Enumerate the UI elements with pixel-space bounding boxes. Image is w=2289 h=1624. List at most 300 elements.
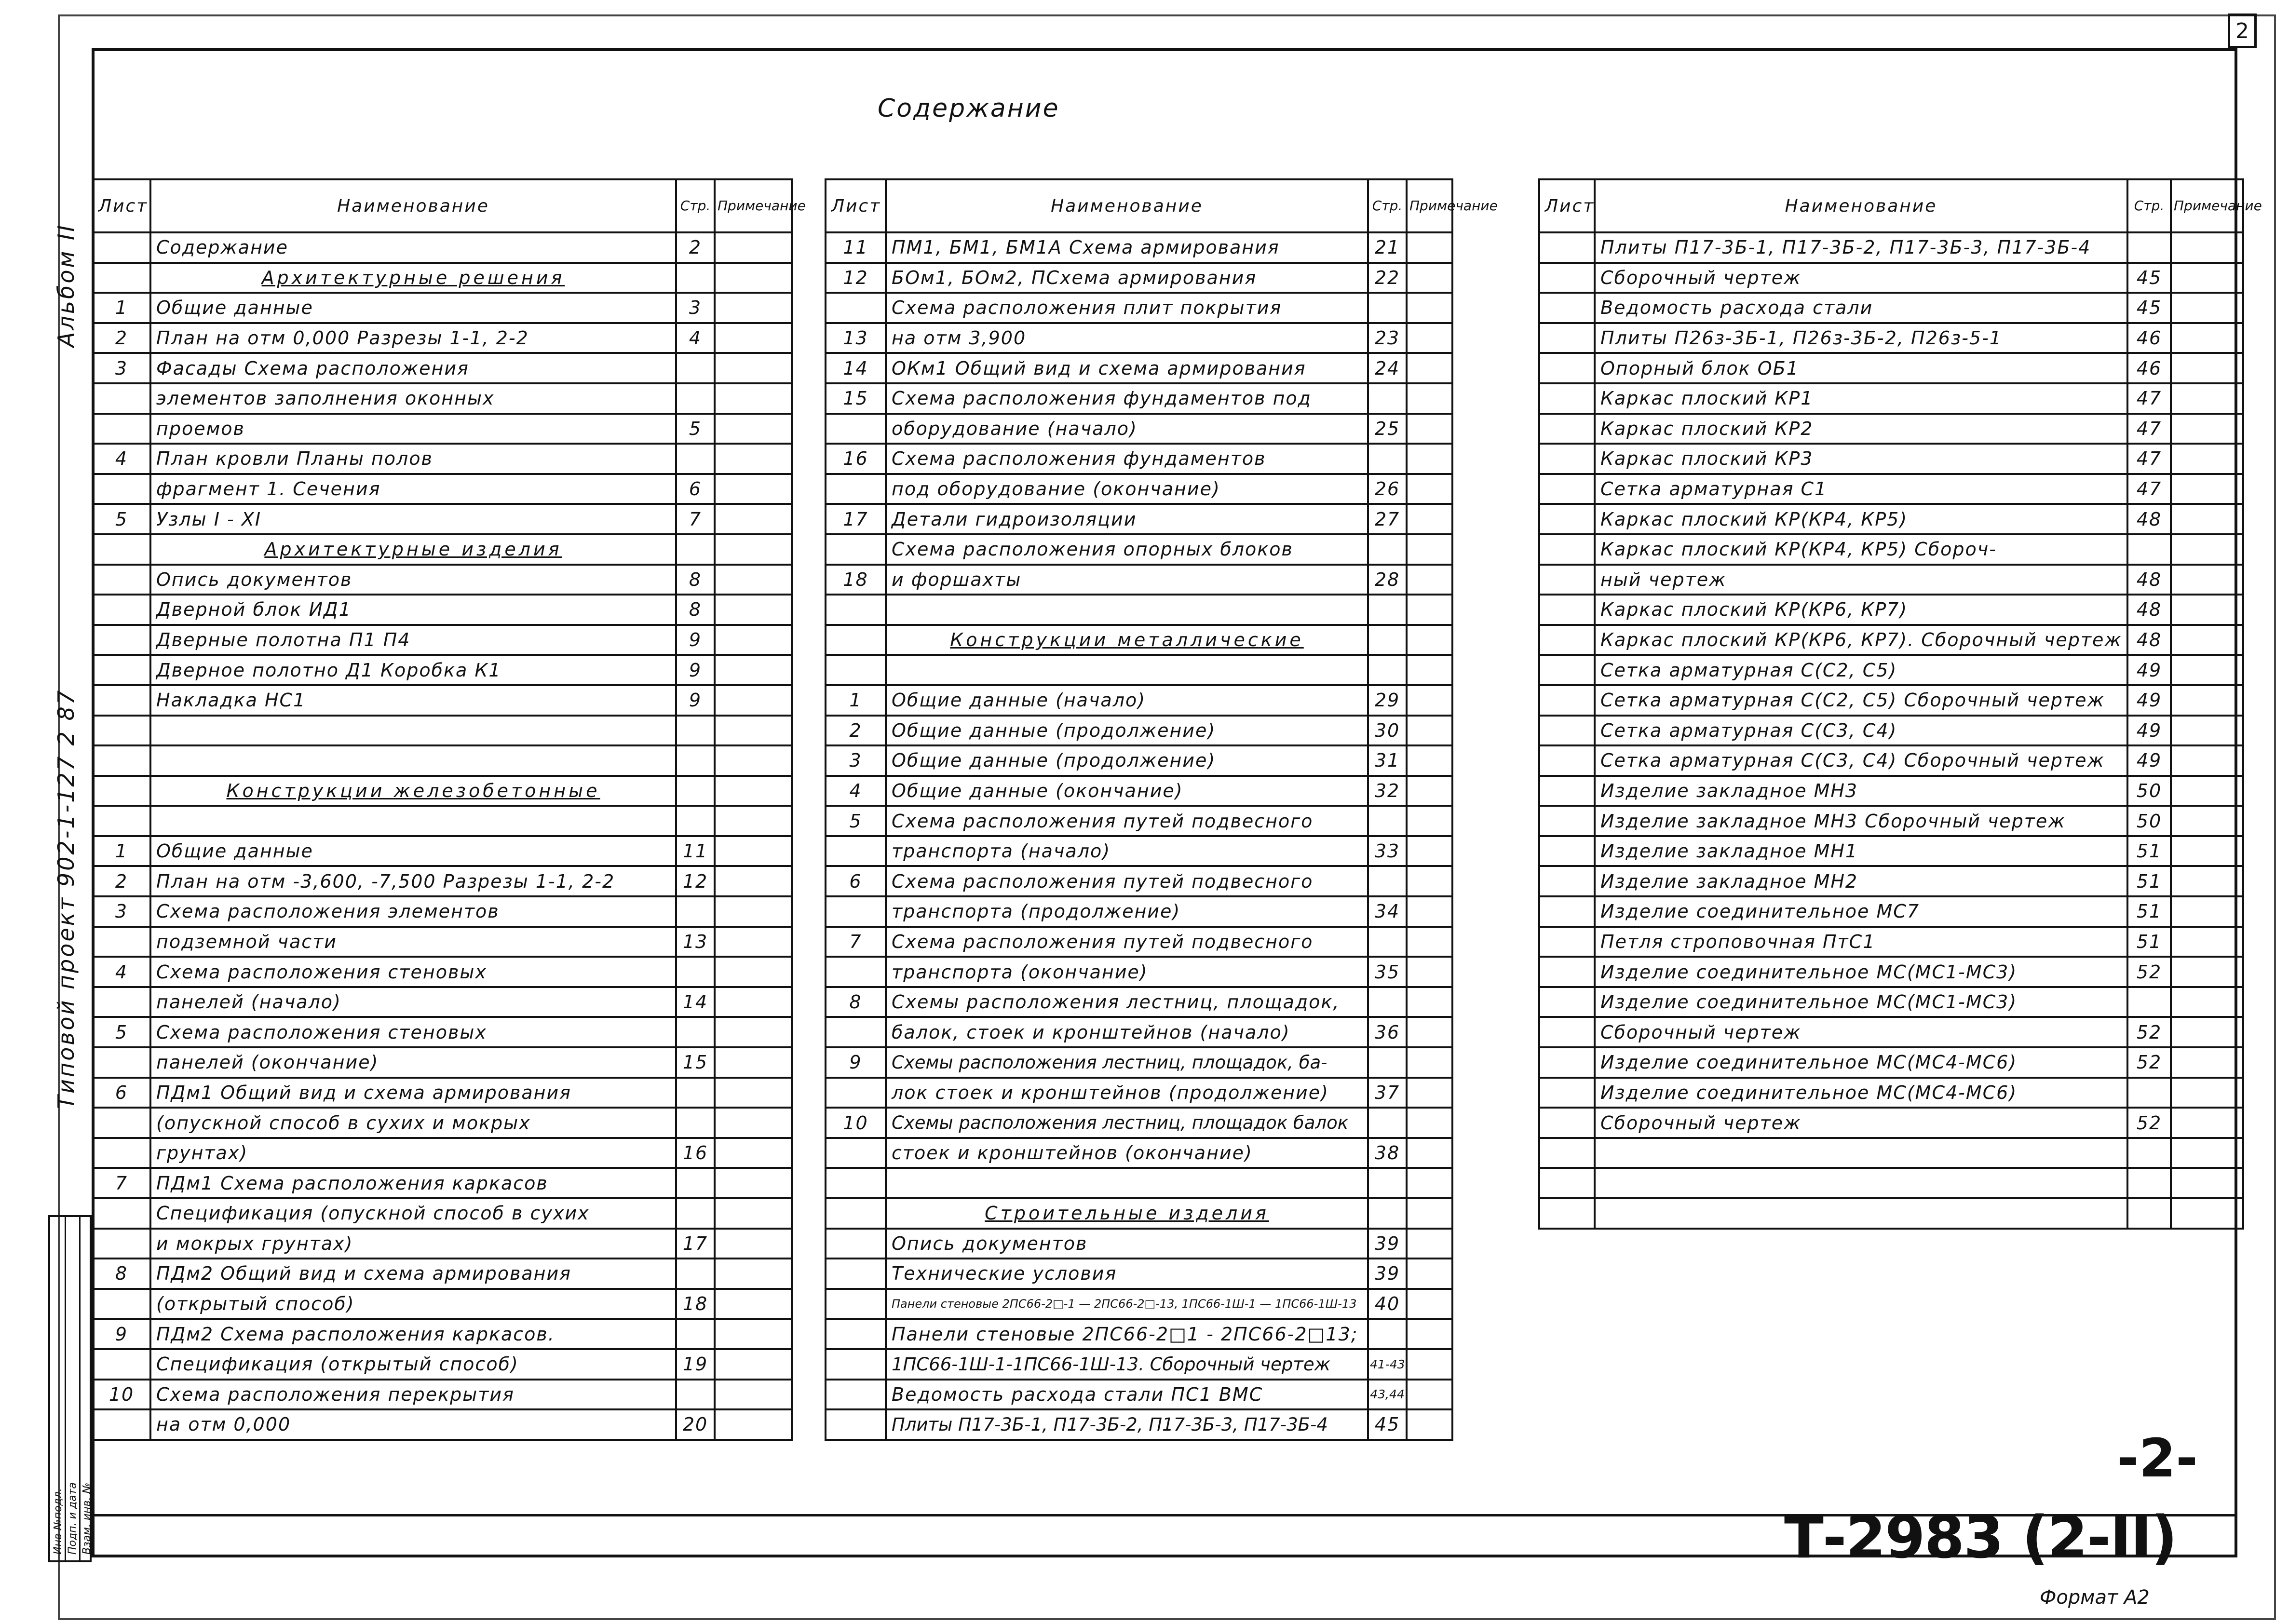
cell-page [676,1078,715,1108]
table-row [93,1289,792,1319]
cell-page: 47 [2127,414,2171,444]
cell-note [1407,444,1452,474]
cell-note [715,927,792,957]
stamp-divider [79,1217,81,1560]
cell-page [1368,444,1407,474]
cell-page: 51 [2127,927,2171,957]
table-row [1539,957,2243,987]
cell-name: панелей (начало) [150,987,676,1017]
cell-name: ПДм1 Общий вид и схема армирования [150,1078,676,1108]
cell-name: Общие данные (продолжение) [886,716,1368,746]
cell-sheet-number [826,655,886,685]
cell-sheet-number [1539,1168,1595,1198]
table-row [1539,836,2243,866]
cell-name: Ведомость расхода стали [1595,293,2127,323]
cell-page: 40 [1368,1289,1407,1319]
cell-note [1407,685,1452,716]
cell-note [715,866,792,896]
cell-sheet-number [93,927,150,957]
table-row [93,1380,792,1410]
cell-note [1407,1047,1452,1078]
cell-note [715,1380,792,1410]
table-row [1539,1078,2243,1108]
header-name: Наименование [1595,179,2127,232]
cell-name: Опись документов [150,565,676,595]
table-row [826,1409,1452,1440]
cell-sheet-number [1539,1108,1595,1138]
cell-page: 33 [1368,836,1407,866]
cell-page [676,957,715,987]
cell-page: 29 [1368,685,1407,716]
stamp-field: Взам. инв. № [81,1482,93,1555]
cell-sheet-number [826,1138,886,1168]
cell-sheet-number [1539,685,1595,716]
table-row [826,293,1452,323]
table-row [93,655,792,685]
table-row [1539,1168,2243,1198]
table-row [93,1017,792,1047]
cell-note [715,655,792,685]
cell-page [676,776,715,806]
cell-note [715,565,792,595]
cell-name [886,1168,1368,1198]
cell-page: 2 [676,232,715,263]
cell-sheet-number [1539,806,1595,836]
cell-page: 13 [676,927,715,957]
cell-sheet-number [93,1409,150,1440]
cell-page: 38 [1368,1138,1407,1168]
table-row [93,1229,792,1259]
table-row [1539,655,2243,685]
table-row [93,323,792,353]
cell-note [2171,595,2243,625]
cell-sheet-number [1539,595,1595,625]
cell-page: 24 [1368,353,1407,383]
cell-name: на отм 0,000 [150,1409,676,1440]
cell-name: Дверное полотно Д1 Коробка К1 [150,655,676,685]
table-row [1539,987,2243,1017]
cell-page: 45 [2127,263,2171,293]
cell-page [676,534,715,565]
cell-sheet-number: 12 [826,263,886,293]
cell-sheet-number: 10 [826,1108,886,1138]
cell-name: Спецификация (опускной способ в сухих [150,1198,676,1229]
cell-name: и мокрых грунтах) [150,1229,676,1259]
cell-name [886,595,1368,625]
cell-sheet-number [1539,896,1595,927]
cell-name: Схема расположения стеновых [150,1017,676,1047]
table-row [93,383,792,414]
cell-name: Схемы расположения лестниц, площадок, ба- [886,1047,1368,1078]
cell-note [715,1198,792,1229]
cell-page [2127,232,2171,263]
cell-note [715,474,792,504]
cell-name: ПМ1, БМ1, БМ1А Схема армирования [886,232,1368,263]
table-row [826,534,1452,565]
table-row [93,806,792,836]
cell-note [1407,232,1452,263]
cell-page: 26 [1368,474,1407,504]
cell-page: 8 [676,595,715,625]
cell-page: 21 [1368,232,1407,263]
cell-sheet-number [93,655,150,685]
cell-sheet-number: 2 [826,716,886,746]
cell-name: Схема расположения путей подвесного [886,806,1368,836]
table-row [1539,293,2243,323]
cell-sheet-number: 15 [826,383,886,414]
cell-note [2171,1017,2243,1047]
cell-name: Каркас плоский КР(КР6, КР7) [1595,595,2127,625]
cell-sheet-number [826,474,886,504]
cell-sheet-number [93,625,150,655]
cell-note [1407,1380,1452,1410]
cell-page [676,1319,715,1349]
cell-sheet-number [93,263,150,293]
cell-name: Сборочный чертеж [1595,263,2127,293]
cell-name: Дверные полотна П1 П4 [150,625,676,655]
table-row [826,1138,1452,1168]
cell-page [676,444,715,474]
cell-name: транспорта (начало) [886,836,1368,866]
cell-note [715,745,792,776]
cell-name: балок, стоек и кронштейнов (начало) [886,1017,1368,1047]
cell-sheet-number [826,1017,886,1047]
header-page: Стр. [2127,179,2171,232]
cell-page: 12 [676,866,715,896]
cell-page [676,1198,715,1229]
cell-note [715,716,792,746]
cell-page: 36 [1368,1017,1407,1047]
cell-sheet-number [826,414,886,444]
cell-page: 47 [2127,474,2171,504]
cell-page: 31 [1368,745,1407,776]
cell-name: ПДм1 Схема расположения каркасов [150,1168,676,1198]
cell-sheet-number: 2 [93,866,150,896]
cell-note [1407,896,1452,927]
cell-note [2171,1138,2243,1168]
table-row [93,1078,792,1108]
table-row [93,716,792,746]
cell-note [1407,1078,1452,1108]
cell-sheet-number [1539,1198,1595,1229]
table-row [826,232,1452,263]
cell-page: 39 [1368,1229,1407,1259]
table-row [826,1380,1452,1410]
cell-note [1407,323,1452,353]
cell-page: 48 [2127,595,2171,625]
cell-note [715,1319,792,1349]
cell-sheet-number [93,383,150,414]
cell-name: Детали гидроизоляции [886,504,1368,534]
cell-sheet-number: 9 [93,1319,150,1349]
table-row [93,625,792,655]
cell-section-heading: Архитектурные изделия [150,534,676,565]
cell-sheet-number [826,595,886,625]
table-row [826,896,1452,927]
cell-note [715,323,792,353]
cell-name: Сетка арматурная С(С3, С4) [1595,716,2127,746]
cell-page [1368,383,1407,414]
cell-page [676,263,715,293]
cell-note [715,1259,792,1289]
cell-note [2171,655,2243,685]
table-row [1539,595,2243,625]
table-row [1539,414,2243,444]
cell-page: 37 [1368,1078,1407,1108]
cell-name: Изделие закладное МН3 [1595,776,2127,806]
cell-page [676,745,715,776]
cell-note [1407,957,1452,987]
cell-sheet-number [93,1138,150,1168]
cell-note [1407,1138,1452,1168]
cell-sheet-number [1539,263,1595,293]
cell-name: Изделие соединительное МС(МС4-МС6) [1595,1078,2127,1108]
cell-name: Схема расположения перекрытия [150,1380,676,1410]
cell-sheet-number [1539,232,1595,263]
table-row [1539,716,2243,746]
cell-sheet-number: 10 [93,1380,150,1410]
cell-page: 43,44 [1368,1380,1407,1410]
cell-page: 20 [676,1409,715,1440]
cell-page: 7 [676,504,715,534]
cell-page [676,1017,715,1047]
cell-sheet-number: 2 [93,323,150,353]
cell-sheet-number [1539,745,1595,776]
cell-sheet-number [93,685,150,716]
cell-name [150,745,676,776]
cell-name: Спецификация (открытый способ) [150,1349,676,1380]
cell-note [2171,1108,2243,1138]
cell-note [1407,595,1452,625]
cell-note [715,504,792,534]
table-row [1539,1047,2243,1078]
cell-name: Дверной блок ИД1 [150,595,676,625]
table-row [826,383,1452,414]
table-row [826,414,1452,444]
cell-sheet-number [1539,987,1595,1017]
cell-page [676,1259,715,1289]
table-row [1539,323,2243,353]
cell-page: 19 [676,1349,715,1380]
cell-sheet-number [826,625,886,655]
cell-sheet-number: 13 [826,323,886,353]
cell-name: Изделие закладное МН3 Сборочный чертеж [1595,806,2127,836]
cell-sheet-number [1539,1017,1595,1047]
cell-note [2171,685,2243,716]
cell-sheet-number [93,232,150,263]
cell-name: Общие данные (окончание) [886,776,1368,806]
cell-page [676,716,715,746]
cell-sheet-number: 6 [826,866,886,896]
table-row [93,263,792,293]
table-row [1539,444,2243,474]
cell-sheet-number: 4 [93,444,150,474]
cell-name: Ведомость расхода стали ПС1 ВМС [886,1380,1368,1410]
table-row [93,474,792,504]
cell-name: элементов заполнения оконных [150,383,676,414]
cell-note [715,263,792,293]
album-label: Альбом II [53,223,79,347]
cell-name: План на отм 0,000 Разрезы 1-1, 2-2 [150,323,676,353]
table-row [826,353,1452,383]
cell-name: План кровли Планы полов [150,444,676,474]
table-row [93,353,792,383]
cell-sheet-number: 1 [826,685,886,716]
cell-note [715,1108,792,1138]
cell-note [2171,323,2243,353]
table-row [93,1138,792,1168]
cell-sheet-number [1539,293,1595,323]
cell-page [1368,927,1407,957]
cell-note [1407,353,1452,383]
cell-note [715,1138,792,1168]
cell-name: транспорта (продолжение) [886,896,1368,927]
table-row [826,655,1452,685]
cell-note [715,353,792,383]
cell-sheet-number [1539,655,1595,685]
cell-page: 5 [676,414,715,444]
cell-sheet-number [1539,474,1595,504]
cell-page: 52 [2127,1017,2171,1047]
cell-name: Сетка арматурная С(С2, С5) [1595,655,2127,685]
cell-note [2171,866,2243,896]
table-row [826,1078,1452,1108]
cell-page: 50 [2127,776,2171,806]
toc-table-right [1538,178,2262,1230]
cell-note [1407,1017,1452,1047]
cell-name: и форшахты [886,565,1368,595]
cell-page: 41-43 [1368,1349,1407,1380]
cell-note [1407,1409,1452,1440]
cell-name [1595,1138,2127,1168]
cell-name: Изделие соединительное МС7 [1595,896,2127,927]
cell-name: Общие данные [150,836,676,866]
cell-note [2171,896,2243,927]
cell-sheet-number: 5 [93,1017,150,1047]
header-note: Примечание [2171,179,2243,232]
cell-note [1407,625,1452,655]
cell-sheet-number [1539,444,1595,474]
cell-sheet-number [1539,353,1595,383]
cell-page [1368,293,1407,323]
cell-page: 47 [2127,444,2171,474]
table-row [93,1349,792,1380]
cell-sheet-number: 5 [826,806,886,836]
cell-page: 35 [1368,957,1407,987]
table-row [1539,504,2243,534]
table-header-row [826,179,1452,232]
table-row [1539,383,2243,414]
cell-sheet-number [826,836,886,866]
cell-sheet-number [826,1409,886,1440]
cell-sheet-number [93,1108,150,1138]
cell-note [1407,1198,1452,1229]
cell-name: Петля строповочная ПтС1 [1595,927,2127,957]
cell-note [2171,263,2243,293]
cell-note [1407,1319,1452,1349]
cell-page: 48 [2127,625,2171,655]
cell-sheet-number [93,534,150,565]
table-row [826,776,1452,806]
cell-note [2171,474,2243,504]
cell-page [2127,1198,2171,1229]
table-row [1539,232,2243,263]
cell-note [2171,836,2243,866]
cell-name: Технические условия [886,1259,1368,1289]
table-row [826,595,1452,625]
cell-sheet-number: 1 [93,836,150,866]
cell-name: Схемы расположения лестниц, площадок балок [886,1108,1368,1138]
cell-note [2171,383,2243,414]
cell-name: ПДм2 Общий вид и схема армирования [150,1259,676,1289]
cell-note [1407,866,1452,896]
table-row [826,1047,1452,1078]
cell-page: 46 [2127,323,2171,353]
table-row [826,957,1452,987]
cell-note [2171,806,2243,836]
header-name: Наименование [886,179,1368,232]
cell-name: транспорта (окончание) [886,957,1368,987]
cell-page [1368,806,1407,836]
cell-sheet-number [93,776,150,806]
cell-sheet-number [93,987,150,1017]
cell-page [1368,625,1407,655]
table-row [826,866,1452,896]
cell-page: 22 [1368,263,1407,293]
cell-name: Сборочный чертеж [1595,1108,2127,1138]
table-row [93,866,792,896]
table-row [826,716,1452,746]
cell-sheet-number: 7 [826,927,886,957]
cell-note [2171,987,2243,1017]
cell-note [715,293,792,323]
cell-name: Схемы расположения лестниц, площадок, [886,987,1368,1017]
cell-section-heading: Конструкции металлические [886,625,1368,655]
cell-name: Сетка арматурная С(С2, С5) Сборочный чертеж [1595,685,2127,716]
cell-name: под оборудование (окончание) [886,474,1368,504]
cell-note [715,232,792,263]
cell-note [715,806,792,836]
cell-name: Схема расположения опорных блоков [886,534,1368,565]
cell-note [715,1017,792,1047]
cell-sheet-number [1539,836,1595,866]
cell-page: 9 [676,655,715,685]
cell-note [715,1047,792,1078]
cell-name: Панели стеновые 2ПС66-2□1 - 2ПС66-2□13; [886,1319,1368,1349]
cell-sheet-number [826,293,886,323]
cell-name: Сетка арматурная С1 [1595,474,2127,504]
cell-page [2127,987,2171,1017]
cell-note [715,836,792,866]
cell-note [1407,655,1452,685]
cell-note [2171,414,2243,444]
cell-page: 6 [676,474,715,504]
cell-name: Фасады Схема расположения [150,353,676,383]
cell-page: 34 [1368,896,1407,927]
cell-note [1407,987,1452,1017]
table-row [826,1229,1452,1259]
cell-note [715,957,792,987]
cell-page [2127,1138,2171,1168]
cell-page: 39 [1368,1259,1407,1289]
table-row [93,504,792,534]
cell-section-heading: Конструкции железобетонные [150,776,676,806]
document-code: Т-2983 (2-II) [1784,1504,2177,1571]
table-row [826,1017,1452,1047]
cell-page: 51 [2127,896,2171,927]
cell-sheet-number: 8 [826,987,886,1017]
cell-page: 15 [676,1047,715,1078]
